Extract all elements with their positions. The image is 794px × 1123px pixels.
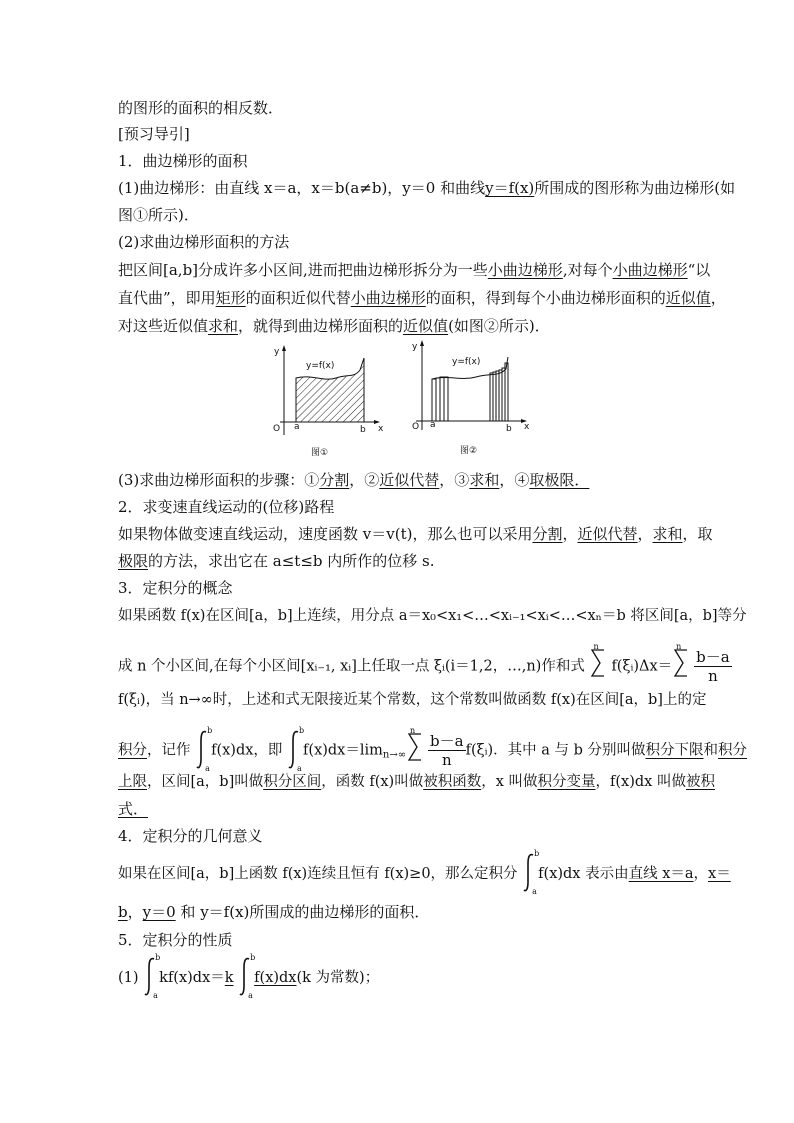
figure-1-caption: 图① [311,448,329,458]
section-title-1: 1．曲边梯形的面积 [118,152,248,170]
integral-symbol-2: b a [287,741,303,761]
figure-1-axis-y: y [274,347,280,357]
text-line: b，y＝0 和 y＝f(x)所围成的曲边梯形的面积． [118,903,430,921]
integral-symbol-4: b a [143,968,159,988]
text-line: 对这些近似值求和，就得到曲边梯形面积的近似值(如图②所示)． [118,317,550,335]
section-title-3: 3．定积分的概念 [118,579,233,597]
figure-1-curve-label: y=f(x) [306,361,335,371]
figure-2-caption: 图② [460,446,478,456]
fraction: $\frac{b-a}{n}$ [430,732,464,769]
preview-header: [预习导引] [118,125,190,143]
subsection-title: (2)求曲边梯形面积的方法 [118,233,290,251]
text-line: 把区间[a,b]分成许多小区间,进而把曲边梯形拆分为一些小曲边梯形,对每个小曲边梯形“以 [118,261,711,279]
sum-symbol-3: n [406,741,428,761]
sum-symbol-2: n [672,657,694,677]
fraction: $\frac{b-a}{n}$ [696,648,730,685]
text-line: 如果在区间[a，b]上函数 f(x)连续且恒有 f(x)≥0，那么定积分 b a f(x)dx 表示由直线 x＝a，x＝ [118,849,731,896]
figure-1-axis-x: x [378,424,384,434]
text-line: 上限，区间[a，b]叫做积分区间，函数 f(x)叫做被积函数，x 叫做积分变量，f(x)dx 叫做被积 [118,774,715,790]
text-line: 的图形的面积的相反数． [118,99,284,117]
figure-2-axis-x: x [524,422,530,432]
integral-symbol-5: b a [238,968,254,988]
figure-2-origin: O [412,422,420,432]
text-line: 极限的方法，求出它在 a≤t≤b 内所作的位移 s. [118,552,435,570]
integral-symbol-3: b a [522,864,538,884]
text-line: (3)求曲边梯形面积的步骤：①分割，②近似代替，③求和，④取极限． [118,471,590,489]
text-line: 式． [118,800,149,818]
figure-2-b: b [506,424,512,434]
text-line: 直代曲”，即用矩形的面积近似代替小曲边梯形的面积，得到每个小曲边梯形面积的近似值， [118,289,726,307]
figure-2-a: a [430,420,436,430]
figure-1-a: a [294,422,300,432]
section-title-5: 5．定积分的性质 [118,931,233,949]
text-line: 积分，记作 b a f(x)dx，即 b a $f(x)dx=\lim_{n\to\infty}$ n $\frac{b-a}{n}$ f(ξᵢ)．其中 a 与 b 分别叫做积分下限和积分 [118,725,748,773]
figure-2-diagram [402,335,532,435]
figure-1-origin: O [273,424,281,434]
figure-2-curve-label: y=f(x) [452,357,481,367]
text-line: (1) b a kf(x)dx＝k b a f(x)dx(k 为常数)； [118,953,380,1000]
text-line: 图①所示)． [118,206,199,224]
section-title-4: 4．定积分的几何意义 [118,827,263,845]
section-title-2: 2．求变速直线运动的(位移)路程 [118,498,335,516]
figure-1-b: b [360,425,366,435]
text-line: 如果函数 f(x)在区间[a，b]上连续，用分点 a＝x₀<x₁<…<xᵢ₋₁<xᵢ<…<xₙ＝b 将区间[a，b]等分 [118,608,747,624]
figure-2-axis-y: y [412,342,418,352]
sum-symbol-1: n [589,657,611,677]
integral-symbol-1: b a [195,741,211,761]
text-line: (1)曲边梯形：由直线 x＝a，x＝b(a≠b)，y＝0 和曲线y＝f(x)所围成的图形称为曲边梯形(如 [118,179,736,197]
text-line: f(ξᵢ)，当 n→∞时，上述和式无限接近某个常数，这个常数叫做函数 f(x)在区间[a，b]上的定 [118,692,707,708]
text-line: 如果物体做变速直线运动，速度函数 v＝v(t)，那么也可以采用分割，近似代替，求和，取 [118,525,713,543]
text-line: 成 n 个小区间,在每个小区间[xᵢ₋₁, xᵢ]上任取一点 ξᵢ(i＝1,2，…,n)作和式 n f(ξᵢ)Δx＝ n $\frac{b-a}{n}$ [118,641,730,685]
